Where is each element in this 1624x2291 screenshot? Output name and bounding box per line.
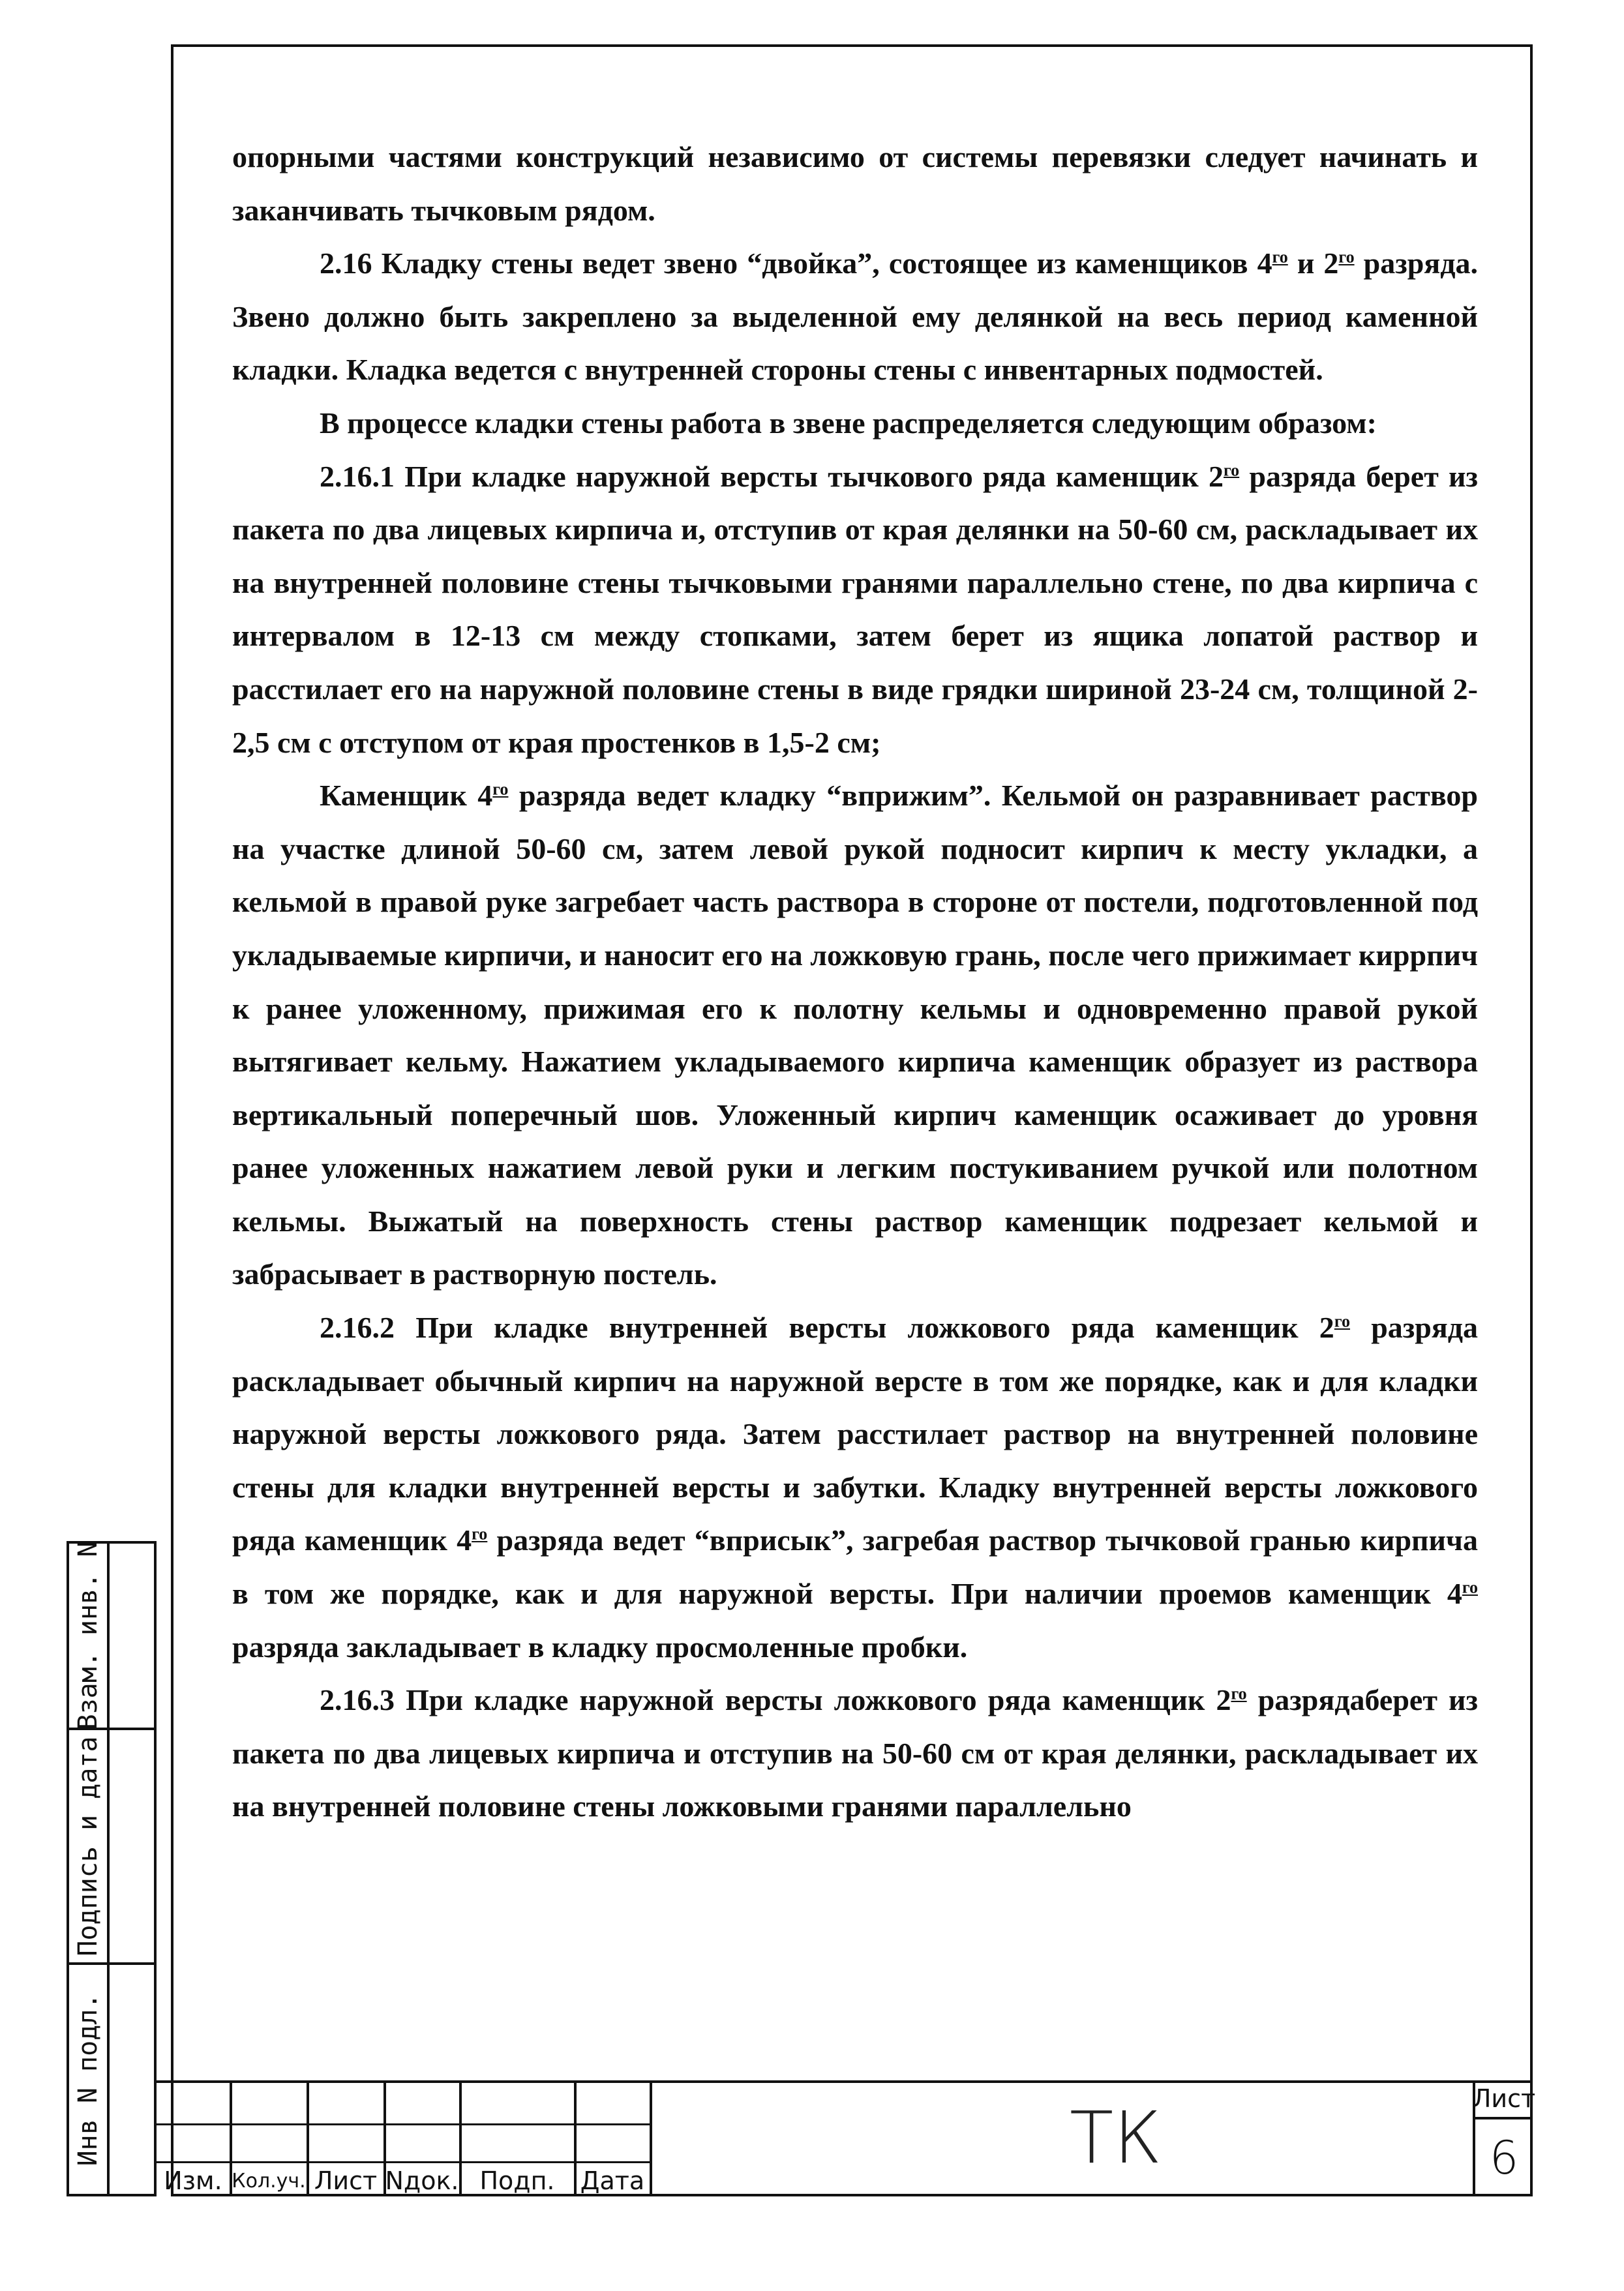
inv-orig-label: Инв N подл. (73, 1993, 103, 2166)
title-block (157, 2080, 1533, 2196)
side-stamp (67, 1541, 157, 2196)
side-cell-sign-date (69, 1728, 154, 1962)
header-podp: Подп. (479, 2166, 555, 2195)
header-list: Лист (314, 2166, 378, 2195)
title-block-grid (157, 2083, 652, 2196)
sheet-label: Лист (1475, 2080, 1533, 2119)
paragraph: 2.16.2 При кладке внутренней версты ложкового ряда каменщик $2^{го}$ разряда раскладывает обычный кирпич на наружной версте в том же порядке, как и для кладки наружной версты ложкового ряда. Затем расстилает раствор на внутренней половине стены для кладки внутренней версты и забутки. Кладку внутренней версты ложкового ряда каменщик $4^{го}$ разряда ведет “вприсык”, загребая раствор тычковой гранью кирпича в том же порядке, как и для наружной версты. При наличии проемов каменщик $4^{го}$ разряда закладывает в кладку просмоленные пробки. (232, 1311, 1479, 1664)
inv-num-label: Взам. инв. N (73, 1541, 103, 1730)
paragraph: 2.16.3 При кладке наружной версты ложкового ряда каменщик $2^{го}$ разрядаберет из пакета по два лицевых кирпича и отступив на 50-60 см от края делянки, раскладывает их на внутренней половине стены ложковыми гранями параллельно (232, 1683, 1478, 1823)
side-label-inv-orig (69, 1965, 110, 2194)
document-body (232, 130, 1478, 1833)
side-cell-inv-num (69, 1541, 154, 1730)
paragraph: опорными частями конструкций независимо от системы перевязки следует начинать и заканчивать тычковым рядом. (232, 140, 1478, 227)
header-data: Дата (580, 2166, 645, 2195)
paragraph: В процессе кладки стены работа в звене распределяется следующим образом: (320, 406, 1377, 440)
document-code: ТК (1070, 2096, 1162, 2179)
sign-date-label: Подпись и дата (73, 1736, 103, 1956)
paragraph: 2.16 Кладку стены ведет звено “двойка”, состоящее из каменщиков $4^{го}$ и $2^{го}$ разряда. Звено должно быть закреплено за выделенной ему делянкой на весь период каменной кладки. Кладка ведется с внутренней стороны стены с инвентарных подмостей. (232, 247, 1478, 387)
sheet-number-box (1472, 2080, 1536, 2196)
paragraph: Каменщик $4^{го}$ разряда ведет кладку “вприжим”. Кельмой он разравнивает раствор на участке длиной 50-60 см, затем левой рукой подносит кирпич к месту укладки, а кельмой в правой руке загребает часть раствора в стороне от постели, подготовленной под укладываемые кирпичи, и наносит его на ложковую грань, после чего прижимает киррпич к ранее уложенному, прижимая его к полотну кельмы и одновременно правой рукой вытягивает кельму. Нажатием укладываемого кирпича каменщик образует из раствора вертикальный поперечный шов. Уложенный кирпич каменщик осаживает до уровня ранее уложенных нажатием левой руки и легким постукиванием ручкой или полотном кельмы. Выжатый на поверхность стены раствор каменщик подрезает кельмой и забрасывает в растворную постель. (232, 779, 1478, 1291)
paragraph: 2.16.1 При кладке наружной версты тычкового ряда каменщик $2^{го}$ разряда берет из пакета по два лицевых кирпича и, отступив от края делянки на 50-60 см, раскладывает их на внутренней половине стены тычковыми гранями параллельно стене, по два кирпича с интервалом в 12-13 см между стопками, затем берет из ящика лопатой раствор и расстилает его на наружной половине стены в виде грядки шириной 23-24 см, толщиной 2-2,5 см с отступом от края простенков в 1,5-2 см; (232, 459, 1478, 759)
side-label-inv-num (69, 1541, 110, 1730)
side-label-sign-date (69, 1730, 110, 1962)
header-ndok: Nдок. (385, 2166, 459, 2195)
side-cell-inv-orig (69, 1962, 154, 2194)
header-izm: Изм. (164, 2166, 222, 2195)
grid-line (650, 2083, 652, 2196)
header-kol-uch: Кол.уч. (232, 2169, 306, 2193)
sheet-number: 6 (1489, 2131, 1519, 2185)
